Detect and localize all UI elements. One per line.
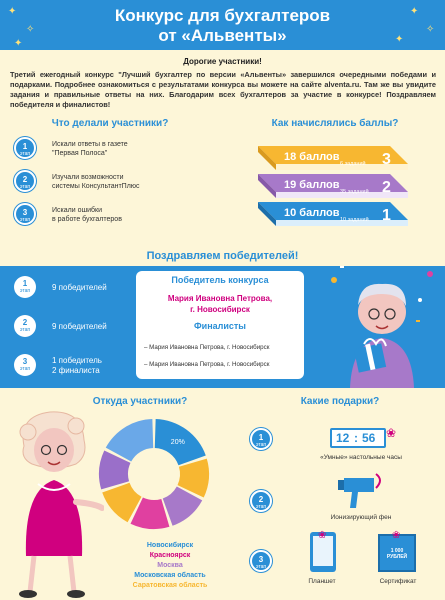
- step-text: Изучали возможности системы КонсультантПлюс: [52, 174, 140, 190]
- star-icon: ✧: [426, 24, 435, 35]
- city-label: Новосибирск: [146, 542, 194, 549]
- step-badge: 3 этап: [14, 354, 36, 376]
- finalist-item: – Мария Ивановна Петрова, г. Новосибирск: [144, 344, 270, 351]
- star-icon: ✦: [8, 6, 17, 17]
- title-line-1: Конкурс для бухгалтеров: [114, 6, 331, 25]
- tasks-label: 10 заданий: [340, 217, 369, 223]
- pie-slice-label: 20%: [170, 439, 185, 447]
- score-label: 10 баллов: [284, 207, 340, 219]
- step-badge: 3 этап: [14, 203, 36, 225]
- star-icon: ✧: [26, 24, 35, 35]
- city-label: Саратовская область: [132, 582, 208, 589]
- gift-label: Ионизирующий фен: [330, 514, 392, 521]
- section-title-what-did: Что делали участники?: [51, 118, 169, 129]
- winners-step-text: 9 победителей: [52, 283, 107, 292]
- step-text: Искали ошибки в работе бухгалтеров: [52, 207, 122, 223]
- finalists-title: Финалисты: [193, 321, 246, 331]
- header-banner: [0, 0, 445, 50]
- page-title: [0, 6, 445, 46]
- section-title-points: Как начислялись баллы?: [271, 118, 399, 129]
- city-label: Московская область: [134, 572, 206, 579]
- winners-step-text: 1 победитель 2 финалиста: [52, 356, 102, 375]
- finalist-item: – Мария Ивановна Петрова, г. Новосибирск: [144, 361, 270, 368]
- step-text: Искали ответы в газете "Первая Полоса": [52, 141, 128, 157]
- step-badge: 1 этап: [14, 137, 36, 159]
- ribbon-bow-icon: ❀: [386, 426, 397, 440]
- stage-number: 2: [382, 179, 391, 196]
- origin-donut-chart: [94, 414, 214, 534]
- gift-label: «Умные» настольные часы: [320, 454, 402, 461]
- ribbon-bow-icon: ❀: [318, 530, 327, 541]
- smart-clock-icon: 12 : 56: [330, 428, 386, 448]
- star-icon: ✦: [410, 6, 419, 17]
- winner-card: [136, 271, 304, 379]
- city-label: Москва: [157, 562, 183, 569]
- city-label: Красноярск: [149, 552, 191, 559]
- star-icon: ✦: [14, 38, 23, 49]
- greeting: Дорогие участники!: [183, 57, 262, 66]
- certificate-icon: 1 000 РУБЛЕЙ: [378, 534, 416, 572]
- score-label: 18 баллов: [284, 151, 340, 163]
- step-badge: 1 этап: [14, 276, 36, 298]
- winner-name: Мария Ивановна Петрова, г. Новосибирск: [167, 294, 273, 314]
- section-title-winners: Поздравляем победителей!: [146, 250, 299, 262]
- step-badge: 1 этап: [250, 428, 272, 450]
- step-badge: 2 этап: [250, 490, 272, 512]
- grandma-gift-illustration: [320, 260, 445, 388]
- intro-text: Третий ежегодный конкурс "Лучший бухгалтер по версии «Альвенты» завершился очередными победами и подарками. Подробнее ознакомиться с результатами конкурса вы можете на сайте alventa.ru. Там же вы увидите задания и правильные ответы на них. Благодарим всех бухгалтеров за участие в конкурсе! Поздравляем победителя и финалистов!: [10, 70, 436, 109]
- section-title-gifts: Какие подарки?: [300, 396, 380, 407]
- grandma-illustration: [4, 406, 104, 600]
- step-badge: 3 этап: [250, 550, 272, 572]
- step-badge: 2 этап: [14, 170, 36, 192]
- winners-step-text: 9 победителей: [52, 322, 107, 331]
- score-label: 19 баллов: [284, 179, 340, 191]
- ribbon-bow-icon: ❀: [392, 530, 401, 541]
- gift-label: Сертификат: [379, 578, 417, 585]
- step-badge: 2 этап: [14, 315, 36, 337]
- gift-label: Планшет: [308, 578, 336, 585]
- section-title-origin: Откуда участники?: [92, 396, 188, 407]
- tasks-label: 35 заданий: [340, 189, 369, 195]
- winner-card-title: Победитель конкурса: [171, 275, 269, 285]
- stage-number: 3: [382, 151, 391, 168]
- title-line-2: от «Альвенты»: [158, 26, 287, 45]
- hair-dryer-icon: [336, 470, 386, 510]
- stage-number: 1: [382, 207, 391, 224]
- tasks-label: 6 заданий: [340, 161, 366, 167]
- star-icon: ✦: [395, 34, 404, 45]
